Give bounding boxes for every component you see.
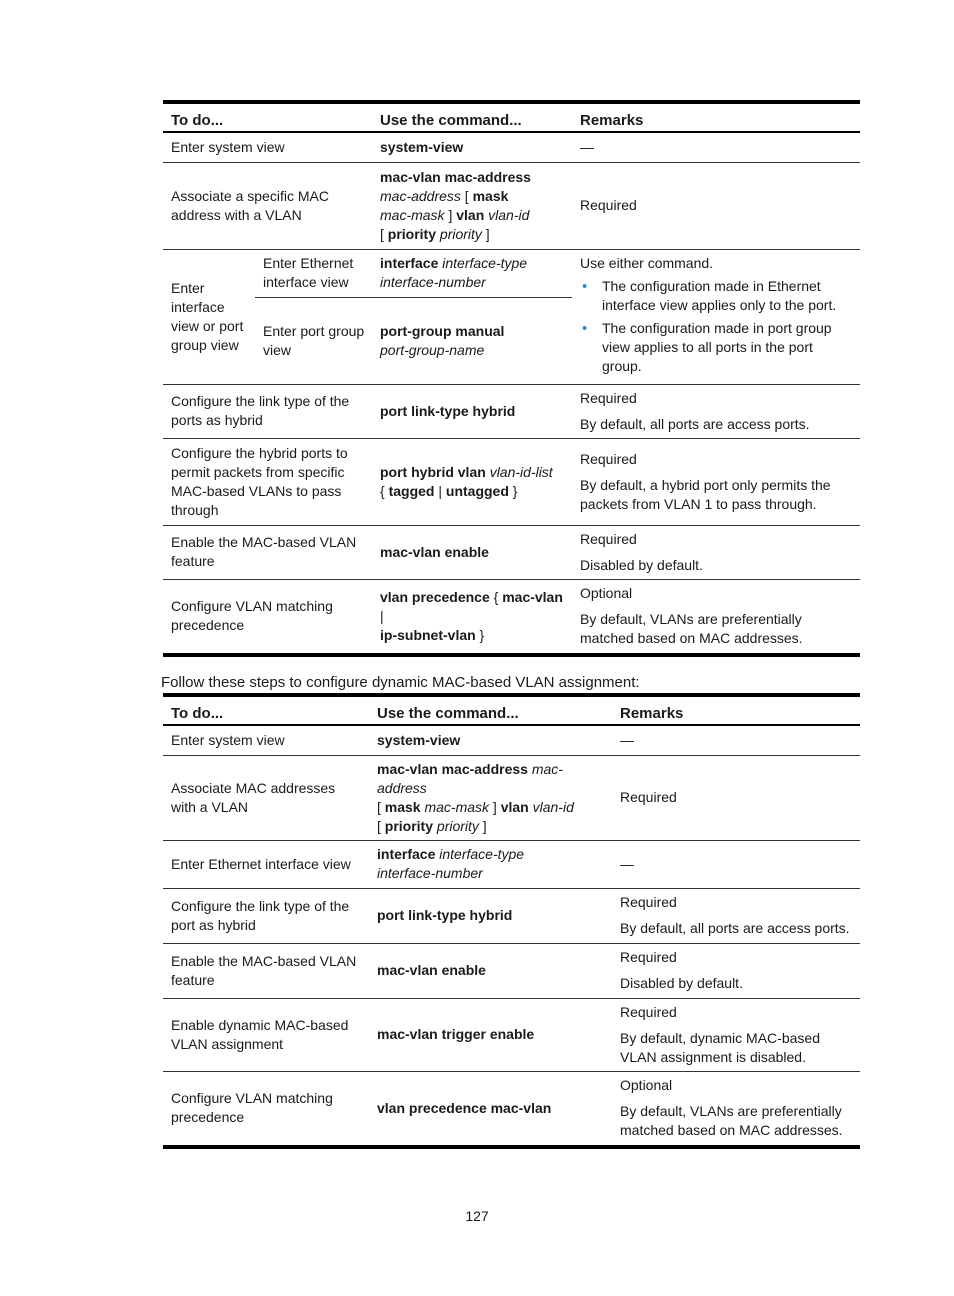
table-header-row — [163, 102, 860, 132]
remarks-cell: — — [612, 840, 860, 888]
header-remarks: Remarks — [612, 695, 860, 725]
remarks-cell: Required By default, all ports are access ports. — [612, 888, 860, 943]
command-cell: port hybrid vlan vlan-id-list { tagged | untagged } — [372, 438, 572, 525]
command-cell: port link-type hybrid — [372, 384, 572, 438]
header-command: Use the command... — [369, 695, 612, 725]
command-cell: mac-vlan enable — [372, 525, 572, 579]
command-cell: system-view — [372, 132, 572, 162]
remarks-cell: Required — [612, 755, 860, 840]
table-row — [163, 840, 860, 888]
todo-cell: Enter Ethernet interface view — [163, 840, 369, 888]
command-cell: mac-vlan trigger enable — [369, 998, 612, 1071]
todo-cell: Associate a specific MAC address with a VLAN — [163, 162, 372, 249]
todo-cell: Associate MAC addresses with a VLAN — [163, 755, 369, 840]
todo-cell: Enter system view — [163, 725, 369, 755]
list-item: • The configuration made in Ethernet interface view applies only to the port. — [602, 277, 853, 315]
table-row — [163, 525, 860, 579]
header-remarks: Remarks — [572, 102, 860, 132]
todo-cell: Configure VLAN matching precedence — [163, 1071, 369, 1147]
table-header-row — [163, 695, 860, 725]
command-cell: port-group manual port-group-name — [372, 297, 572, 384]
command-cell: mac-vlan mac-address mac-address [ mask mac-mask ] vlan vlan-id [ priority priority ] — [369, 755, 612, 840]
todo-cell: Enter system view — [163, 132, 372, 162]
table-row — [163, 249, 860, 297]
remarks-cell: Required Disabled by default. — [572, 525, 860, 579]
command-cell: system-view — [369, 725, 612, 755]
todo-sub-cell: Enter port group view — [255, 297, 372, 384]
table-row — [163, 132, 860, 162]
remarks-cell: Required Disabled by default. — [612, 943, 860, 998]
table-row — [163, 888, 860, 943]
header-command: Use the command... — [372, 102, 572, 132]
remarks-cell: Optional By default, VLANs are preferentially matched based on MAC addresses. — [572, 579, 860, 655]
remarks-cell: — — [572, 132, 860, 162]
remarks-cell: Required By default, dynamic MAC-based VLAN assignment is disabled. — [612, 998, 860, 1071]
command-cell: vlan precedence { mac-vlan | ip-subnet-vlan } — [372, 579, 572, 655]
todo-cell: Enable dynamic MAC-based VLAN assignment — [163, 998, 369, 1071]
remarks-cell: Use either command. • The configuration made in Ethernet interface view applies only to the port. • The configuration made in port group view applies to all ports in the port group. — [572, 249, 860, 384]
intro-text: Follow these steps to configure dynamic MAC-based VLAN assignment: — [161, 674, 640, 691]
header-todo: To do... — [163, 695, 369, 725]
command-cell: mac-vlan mac-address mac-address [ mask mac-mask ] vlan vlan-id [ priority priority ] — [372, 162, 572, 249]
table-row — [163, 438, 860, 525]
todo-cell: Configure the hybrid ports to permit packets from specific MAC-based VLANs to pass through — [163, 438, 372, 525]
command-cell: interface interface-type interface-number — [372, 249, 572, 297]
todo-sub-cell: Enter Ethernet interface view — [255, 249, 372, 297]
remarks-cell: — — [612, 725, 860, 755]
config-table-static — [163, 100, 860, 657]
remarks-cell: Required By default, a hybrid port only permits the packets from VLAN 1 to pass through. — [572, 438, 860, 525]
todo-cell: Enable the MAC-based VLAN feature — [163, 943, 369, 998]
table-row — [163, 579, 860, 655]
remarks-cell: Optional By default, VLANs are preferentially matched based on MAC addresses. — [612, 1071, 860, 1147]
command-cell: vlan precedence mac-vlan — [369, 1071, 612, 1147]
todo-cell: Configure the link type of the ports as hybrid — [163, 384, 372, 438]
config-table-dynamic — [163, 693, 860, 1149]
table-row — [163, 1071, 860, 1147]
list-item: • The configuration made in port group view applies to all ports in the port group. — [602, 319, 853, 376]
command-cell: port link-type hybrid — [369, 888, 612, 943]
todo-cell: Configure the link type of the port as hybrid — [163, 888, 369, 943]
table-row — [163, 943, 860, 998]
todo-cell: Configure VLAN matching precedence — [163, 579, 372, 655]
table-row — [163, 998, 860, 1071]
header-todo: To do... — [163, 102, 372, 132]
command-cell: mac-vlan enable — [369, 943, 612, 998]
todo-group-cell: Enter interface view or port group view — [163, 249, 255, 384]
command-cell: interface interface-type interface-number — [369, 840, 612, 888]
table-row — [163, 755, 860, 840]
remarks-cell: Required By default, all ports are access ports. — [572, 384, 860, 438]
table-row — [163, 162, 860, 249]
remarks-bullet-list — [580, 277, 853, 376]
table-row — [163, 725, 860, 755]
remarks-cell: Required — [572, 162, 860, 249]
page-number: 127 — [465, 1208, 489, 1224]
table-row — [163, 384, 860, 438]
todo-cell: Enable the MAC-based VLAN feature — [163, 525, 372, 579]
